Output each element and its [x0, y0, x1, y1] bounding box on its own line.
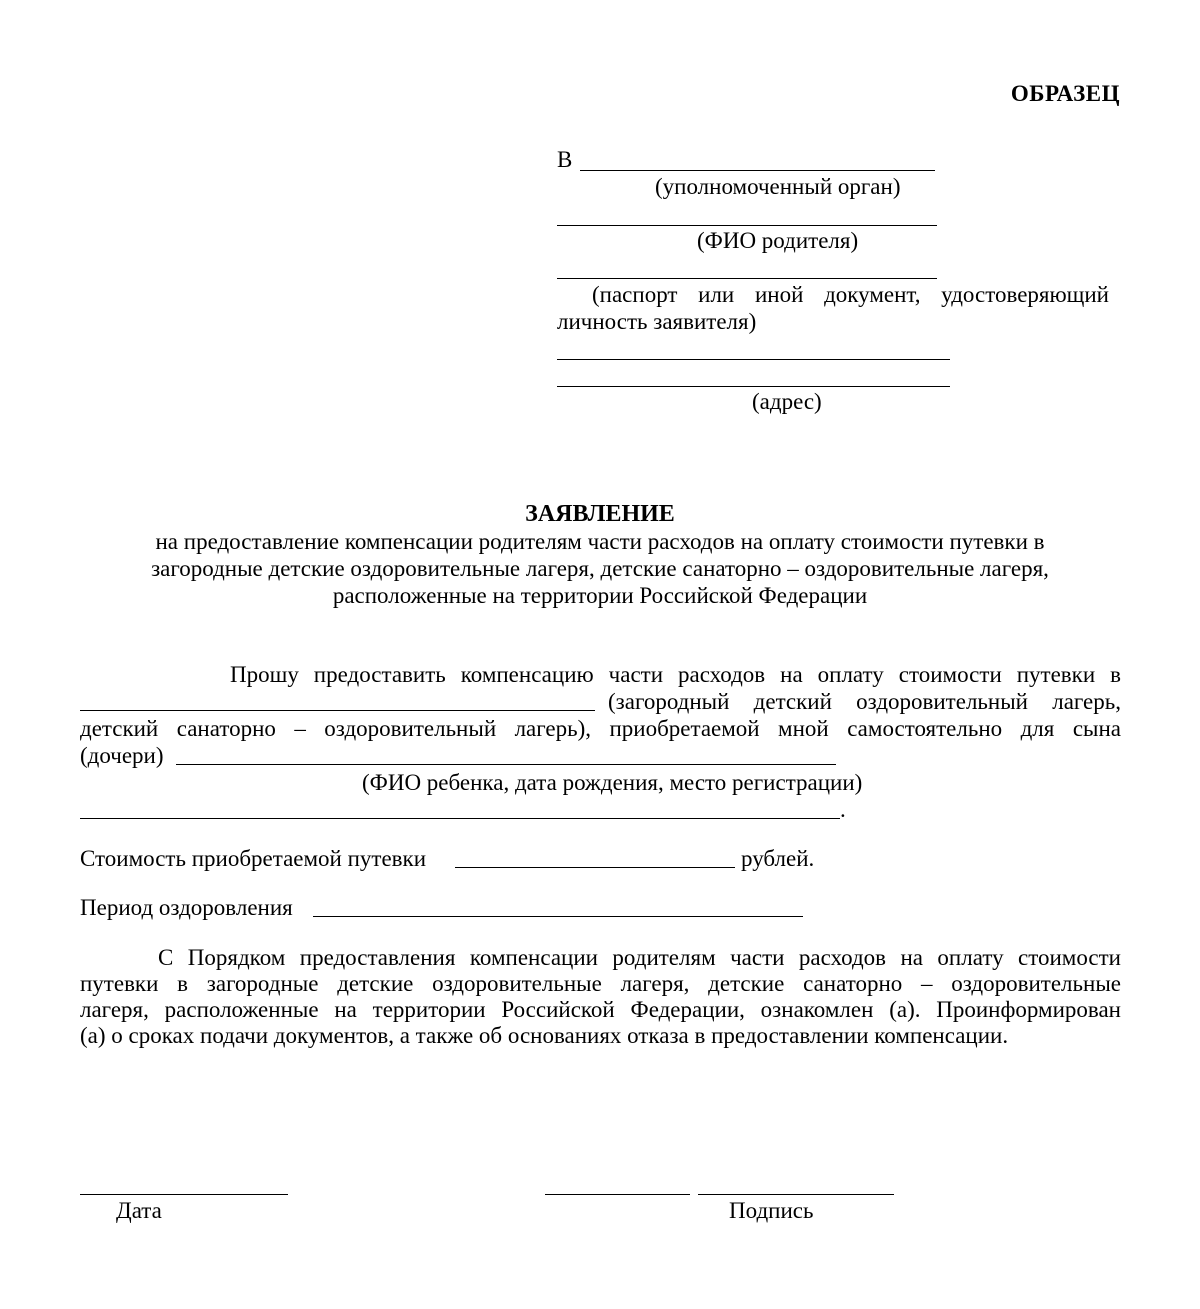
date-field[interactable]	[80, 1194, 288, 1195]
document-title: ЗАЯВЛЕНИЕ	[525, 501, 675, 527]
ack-line1: С Порядком предоставления компенсации родителям части расходов на оплату стоимости	[158, 945, 1121, 970]
period-field[interactable]	[313, 916, 803, 917]
ack-line3: лагеря, расположенные на территории Российской Федерации, ознакомлен (а). Проинформирован	[80, 997, 1121, 1022]
parent-caption: (ФИО родителя)	[697, 228, 859, 253]
date-label: Дата	[116, 1198, 162, 1223]
child-caption: (ФИО ребенка, дата рождения, место регистрации)	[362, 770, 863, 795]
child-info-field-2[interactable]	[80, 818, 840, 819]
signature-field[interactable]	[545, 1194, 690, 1195]
to-prefix: В	[557, 147, 573, 172]
cost-field[interactable]	[455, 867, 735, 868]
child-info-field[interactable]	[176, 764, 836, 765]
ack-line2: путевки в загородные детские оздоровительные лагеря, детские санаторно – оздоровительные	[80, 971, 1121, 996]
cost-unit: рублей.	[741, 846, 815, 871]
address-caption: (адрес)	[752, 389, 822, 414]
signature-name-field[interactable]	[698, 1194, 894, 1195]
address-field-2[interactable]	[557, 386, 950, 387]
request-line2-suffix: (загородный детский оздоровительный лагерь,	[608, 689, 1121, 714]
subtitle-line3: расположенные на территории Российской Федерации	[332, 583, 868, 608]
camp-name-field[interactable]	[80, 710, 595, 711]
subtitle-line1: на предоставление компенсации родителям части расходов на оплату стоимости путевки в	[155, 529, 1045, 554]
authority-caption: (уполномоченный орган)	[655, 174, 901, 199]
parent-name-field[interactable]	[557, 225, 937, 226]
signature-label: Подпись	[729, 1198, 814, 1223]
subtitle-line2: загородные детские оздоровительные лагеря, детские санаторно – оздоровительные лагеря,	[151, 556, 1049, 581]
passport-caption-line1: (паспорт или иной документ, удостоверяющий	[592, 282, 1109, 307]
request-end-punct: .	[840, 797, 846, 822]
request-line3: детский санаторно – оздоровительный лагерь), приобретаемой мной самостоятельно для сына	[80, 716, 1121, 741]
request-line4-prefix: (дочери)	[80, 743, 164, 768]
request-line1: Прошу предоставить компенсацию части расходов на оплату стоимости путевки в	[230, 662, 1121, 687]
authority-field[interactable]	[580, 170, 935, 171]
period-label: Период оздоровления	[80, 895, 293, 920]
sample-stamp: ОБРАЗЕЦ	[1010, 81, 1120, 106]
ack-line4: (а) о сроках подачи документов, а также об основаниях отказа в предоставлении компенсации.	[80, 1023, 1009, 1048]
address-field-1[interactable]	[557, 359, 950, 360]
passport-field[interactable]	[557, 278, 937, 279]
passport-caption-line2: личность заявителя)	[557, 309, 757, 334]
cost-label: Стоимость приобретаемой путевки	[80, 846, 427, 871]
